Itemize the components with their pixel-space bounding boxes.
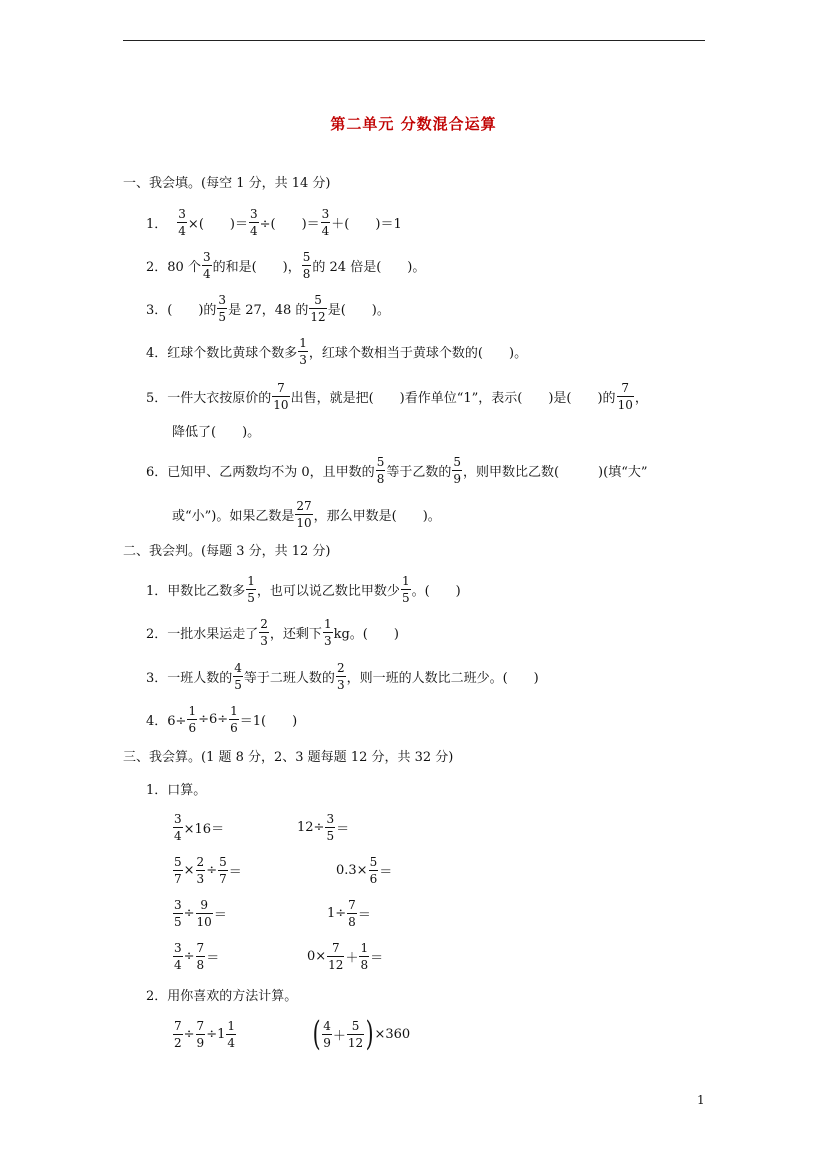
fraction — [401, 575, 411, 604]
numerator: 1 — [227, 1018, 235, 1033]
fraction — [246, 575, 256, 604]
text-run: ＝ — [228, 864, 242, 880]
text-run: ＝ — [206, 950, 220, 966]
text-run: 降低了( )。 — [172, 424, 261, 440]
s2-question-1 — [146, 569, 461, 609]
text-run: ÷ — [206, 862, 218, 878]
fraction — [376, 456, 386, 485]
calc-10 — [312, 1014, 410, 1054]
fraction — [196, 942, 206, 971]
numerator: 5 — [219, 854, 227, 869]
numerator: 1 — [247, 573, 255, 588]
denominator: 6 — [230, 720, 238, 735]
fraction — [259, 618, 269, 647]
denominator: 4 — [174, 828, 182, 843]
calc-7 — [172, 936, 219, 976]
text-run: 3．一班人数的 — [146, 670, 233, 686]
text-run: 1÷ — [327, 905, 347, 921]
numerator: 27 — [296, 498, 312, 513]
text-run: ÷ — [183, 948, 195, 964]
text-run: kg。( ) — [333, 626, 399, 642]
calc-8 — [307, 936, 383, 976]
denominator: 2 — [174, 1035, 182, 1050]
text-run: ＝1( ) — [239, 713, 298, 729]
denominator: 4 — [178, 223, 186, 238]
text-run: 0.3× — [336, 862, 368, 878]
left-paren: ( — [312, 1014, 321, 1054]
numerator: 2 — [336, 660, 345, 675]
text-run: ÷1 — [206, 1026, 226, 1042]
numerator: 3 — [202, 249, 211, 264]
s2-question-4 — [146, 699, 297, 739]
text-run: ，也可以说乙数比甲数少 — [256, 583, 400, 599]
text-run: ＝ — [213, 907, 227, 923]
numerator: 7 — [621, 380, 630, 395]
denominator: 12 — [328, 957, 344, 972]
numerator: 1 — [299, 335, 307, 350]
s1-question-6 — [146, 450, 648, 490]
fraction — [196, 899, 213, 928]
fraction — [347, 1020, 364, 1049]
denominator: 5 — [234, 677, 242, 692]
s3-sub-2 — [146, 974, 297, 1014]
fraction — [226, 1020, 236, 1049]
fraction — [249, 208, 259, 237]
numerator: 5 — [453, 454, 461, 469]
text-run: 。( ) — [411, 583, 461, 599]
denominator: 10 — [617, 397, 633, 412]
text-run: 是 27，48 的 — [228, 302, 309, 318]
denominator: 6 — [188, 720, 197, 735]
denominator: 3 — [196, 871, 205, 886]
fraction — [173, 899, 183, 928]
numerator: 5 — [174, 854, 182, 869]
calc-6 — [327, 893, 371, 933]
text-run: ÷( )＝ — [259, 216, 320, 232]
fraction — [295, 500, 312, 529]
fraction — [187, 705, 197, 734]
text-run: 等于乙数的 — [386, 464, 452, 480]
denominator: 9 — [323, 1035, 331, 1050]
numerator: 2 — [260, 616, 268, 631]
denominator: 5 — [174, 914, 182, 929]
calc-9 — [172, 1014, 237, 1054]
calc-5 — [172, 893, 227, 933]
numerator: 4 — [323, 1018, 331, 1033]
numerator: 3 — [321, 206, 330, 221]
denominator: 10 — [273, 397, 289, 412]
text-run: ＝ — [370, 950, 384, 966]
fraction — [617, 382, 634, 411]
text-run: ，则甲数比乙数( )(填“大” — [462, 464, 648, 480]
text-run: ＝ — [357, 907, 371, 923]
denominator: 12 — [310, 309, 326, 324]
calc-2 — [297, 807, 349, 847]
numerator: 3 — [174, 897, 182, 912]
denominator: 4 — [249, 223, 258, 238]
section-2-heading — [123, 529, 331, 569]
text-run: ＝ — [379, 864, 393, 880]
fraction — [196, 856, 206, 885]
denominator: 10 — [296, 515, 312, 530]
fraction — [202, 251, 212, 280]
denominator: 3 — [260, 633, 268, 648]
numerator: 2 — [196, 854, 205, 869]
numerator: 7 — [174, 1018, 182, 1033]
section-1-heading — [123, 161, 331, 201]
text-run: 1．甲数比乙数多 — [146, 583, 246, 599]
text-run: 2．80 个 — [146, 259, 201, 275]
denominator: 8 — [360, 957, 369, 972]
denominator: 10 — [196, 914, 212, 929]
text-run: 一、我会填。(每空 1 分，共 14 分) — [123, 175, 331, 191]
numerator: 1 — [401, 573, 410, 588]
fraction — [302, 251, 312, 280]
numerator: 3 — [326, 811, 335, 826]
denominator: 5 — [326, 828, 335, 843]
s3-sub-1 — [146, 768, 206, 808]
denominator: 4 — [174, 957, 182, 972]
text-run: 1． — [146, 216, 168, 232]
text-run: ，红球个数相当于黄球个数的( )。 — [308, 345, 528, 361]
text-run: 的和是( )， — [212, 259, 301, 275]
text-run: ×( )＝ — [187, 216, 248, 232]
denominator: 8 — [348, 914, 356, 929]
text-run: 5．一件大衣按原价的 — [146, 390, 272, 406]
text-run: 0× — [307, 948, 327, 964]
text-run: 或“小”)。如果乙数是 — [172, 508, 295, 524]
fraction — [233, 662, 243, 691]
s1-question-5-cont — [172, 410, 260, 450]
text-run: ， — [634, 390, 648, 406]
fraction — [173, 813, 183, 842]
numerator: 5 — [369, 854, 378, 869]
fraction — [369, 856, 379, 885]
calc-1 — [172, 807, 224, 847]
fraction — [229, 705, 239, 734]
denominator: 4 — [202, 266, 211, 281]
numerator: 9 — [200, 897, 208, 912]
text-run: 12÷ — [297, 819, 325, 835]
numerator: 5 — [351, 1018, 360, 1033]
fraction — [272, 382, 289, 411]
numerator: 1 — [188, 703, 197, 718]
fraction — [309, 294, 326, 323]
fraction — [173, 942, 183, 971]
text-run: 2．用你喜欢的方法计算。 — [146, 988, 298, 1004]
numerator: 1 — [360, 940, 369, 955]
denominator: 5 — [218, 309, 227, 324]
text-run: 3．( )的 — [146, 302, 217, 318]
text-run: 4．红球个数比黄球个数多 — [146, 345, 298, 361]
numerator: 3 — [218, 292, 227, 307]
fraction — [218, 856, 228, 885]
denominator: 3 — [323, 633, 332, 648]
text-run: ×360 — [374, 1026, 411, 1042]
denominator: 6 — [369, 871, 378, 886]
numerator: 7 — [331, 940, 340, 955]
text-run: ，则一班的人数比二班少。( ) — [346, 670, 539, 686]
denominator: 12 — [347, 1035, 364, 1050]
calc-4 — [336, 850, 392, 890]
numerator: 7 — [277, 380, 285, 395]
text-run: ，还剩下 — [269, 626, 322, 642]
fraction — [323, 618, 333, 647]
numerator: 5 — [302, 249, 311, 264]
denominator: 9 — [453, 471, 461, 486]
text-run: ，那么甲数是( )。 — [313, 508, 441, 524]
s1-question-2 — [146, 245, 425, 285]
text-run: ÷ — [183, 905, 195, 921]
fraction — [322, 1020, 332, 1049]
text-run: 出售，就是把( )看作单位“1”，表示( )是( )的 — [290, 390, 616, 406]
text-run: 2．一批水果运走了 — [146, 626, 259, 642]
s1-question-6-cont — [172, 494, 441, 534]
fraction — [196, 1020, 206, 1049]
denominator: 3 — [336, 677, 345, 692]
numerator: 3 — [174, 811, 182, 826]
fraction — [173, 1020, 183, 1049]
numerator: 1 — [230, 703, 238, 718]
fraction — [325, 813, 335, 842]
text-run: ＝ — [336, 821, 350, 837]
numerator: 7 — [348, 897, 356, 912]
denominator: 7 — [219, 871, 227, 886]
text-run: ＋( )＝1 — [331, 216, 402, 232]
page-number: 1 — [697, 1093, 705, 1107]
s1-question-1 — [146, 202, 402, 242]
text-run: ÷ — [183, 1026, 195, 1042]
denominator: 7 — [174, 871, 182, 886]
fraction — [321, 208, 331, 237]
text-run: 6．已知甲、乙两数均不为 0，且甲数的 — [146, 464, 375, 480]
fraction — [298, 337, 308, 366]
calc-3 — [172, 850, 242, 890]
numerator: 7 — [196, 940, 205, 955]
numerator: 3 — [174, 940, 182, 955]
text-run: 1．口算。 — [146, 782, 207, 798]
numerator: 3 — [178, 206, 186, 221]
fraction — [347, 899, 357, 928]
fraction — [336, 662, 346, 691]
text-run: 二、我会判。(每题 3 分，共 12 分) — [123, 543, 331, 559]
numerator: 1 — [323, 616, 332, 631]
text-run: × — [183, 862, 195, 878]
denominator: 8 — [196, 957, 205, 972]
page-title: 第二单元 分数混合运算 — [330, 115, 497, 133]
numerator: 5 — [376, 454, 385, 469]
fraction — [359, 942, 369, 971]
numerator: 5 — [314, 292, 322, 307]
denominator: 8 — [302, 266, 311, 281]
text-run: ＋ — [332, 1028, 346, 1044]
right-paren: ) — [365, 1014, 374, 1054]
text-run: ＋ — [345, 950, 359, 966]
s1-question-3 — [146, 288, 390, 328]
s2-question-2 — [146, 612, 399, 652]
denominator: 3 — [299, 352, 307, 367]
numerator: 4 — [234, 660, 242, 675]
text-run: ×16＝ — [183, 821, 225, 837]
fraction — [177, 208, 187, 237]
header-rule — [123, 40, 705, 41]
numerator: 7 — [196, 1018, 205, 1033]
fraction — [327, 942, 344, 971]
text-run: 等于二班人数的 — [243, 670, 335, 686]
fraction — [217, 294, 227, 323]
text-run: 是( )。 — [327, 302, 390, 318]
text-run: 4．6÷ — [146, 713, 187, 729]
denominator: 8 — [376, 471, 385, 486]
text-run: 的 24 倍是( )。 — [312, 259, 426, 275]
text-run: 三、我会算。(1 题 8 分，2、3 题每题 12 分，共 32 分) — [123, 749, 454, 765]
s2-question-3 — [146, 656, 539, 696]
numerator: 3 — [249, 206, 258, 221]
denominator: 4 — [321, 223, 330, 238]
denominator: 9 — [196, 1035, 205, 1050]
denominator: 5 — [401, 590, 410, 605]
s1-question-4 — [146, 331, 527, 371]
text-run: ÷6÷ — [198, 711, 229, 727]
fraction — [452, 456, 462, 485]
fraction — [173, 856, 183, 885]
denominator: 4 — [227, 1035, 235, 1050]
denominator: 5 — [247, 590, 255, 605]
